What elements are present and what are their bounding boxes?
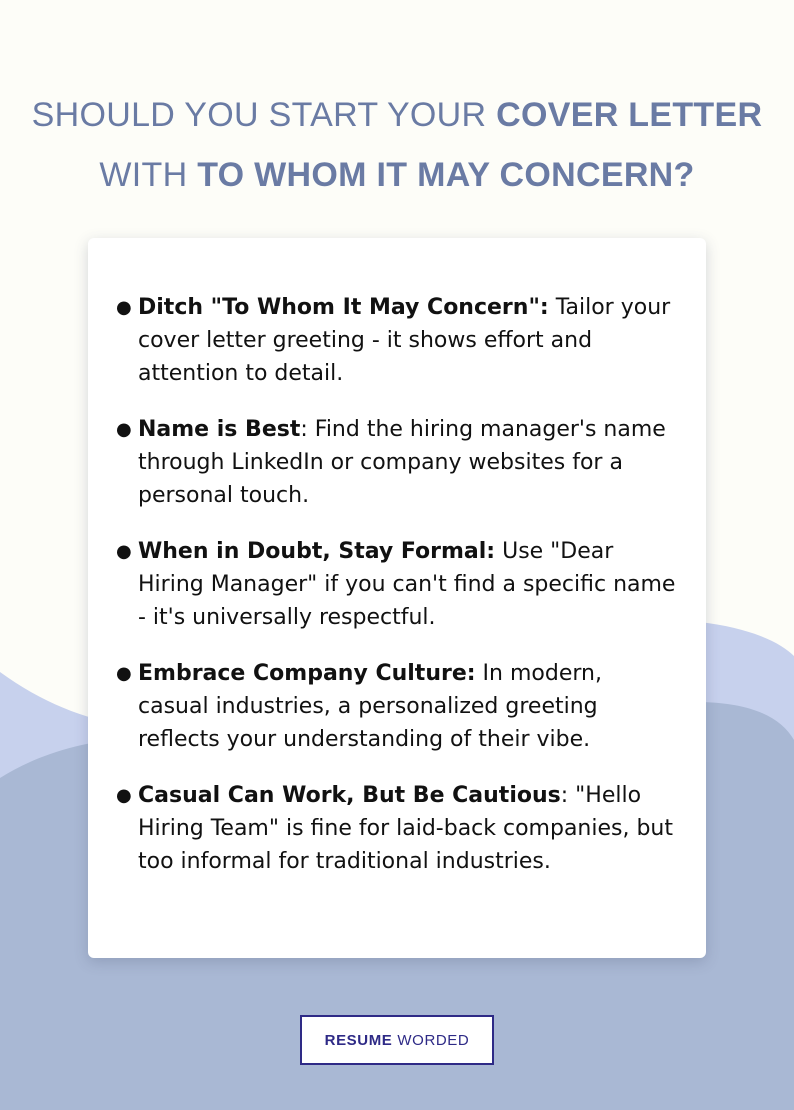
tips-list	[88, 238, 706, 878]
resume-worded-logo	[300, 1015, 494, 1065]
tip-heading: Embrace Company Culture:	[138, 661, 476, 686]
tip-heading: Ditch "To Whom It May Concern":	[138, 295, 549, 320]
logo-light-text: WORDED	[397, 1031, 470, 1049]
bullet-icon: ●	[116, 785, 132, 806]
title-line-1-bold: COVER LETTER	[496, 95, 763, 134]
tip-item-culture	[116, 657, 676, 756]
title-line-1-light: SHOULD YOU START YOUR	[31, 95, 487, 134]
tips-card	[88, 238, 706, 958]
tip-item-casual	[116, 779, 676, 878]
bullet-icon: ●	[116, 541, 132, 562]
tip-heading: Casual Can Work, But Be Cautious	[138, 783, 561, 808]
bullet-icon: ●	[116, 297, 132, 318]
tip-item-name	[116, 413, 676, 512]
tip-body: Use "Dear Hiring Manager" if you can't find a specific name - it's universally respectful.	[138, 539, 676, 630]
tip-body: In modern, casual industries, a personalized greeting reflects your understanding of their vibe.	[138, 661, 602, 752]
tip-heading: When in Doubt, Stay Formal:	[138, 539, 496, 564]
tip-heading: Name is Best	[138, 417, 301, 442]
logo-bold-text: RESUME	[324, 1031, 393, 1049]
bullet-icon: ●	[116, 419, 132, 440]
tip-item-formal	[116, 535, 676, 634]
tip-body: : Find the hiring manager's name through LinkedIn or company websites for a personal touch.	[138, 417, 666, 508]
tip-body: : "Hello Hiring Team" is fine for laid-back companies, but too informal for traditional industries.	[138, 783, 674, 874]
title-line-2-bold: TO WHOM IT MAY CONCERN?	[197, 155, 695, 194]
title-line-1	[0, 85, 794, 145]
title-line-2	[0, 145, 794, 205]
page-title	[0, 85, 794, 205]
tip-item-ditch	[116, 291, 676, 390]
bullet-icon: ●	[116, 663, 132, 684]
title-line-2-light: WITH	[99, 155, 188, 194]
tip-body: Tailor your cover letter greeting - it shows effort and attention to detail.	[138, 295, 671, 386]
